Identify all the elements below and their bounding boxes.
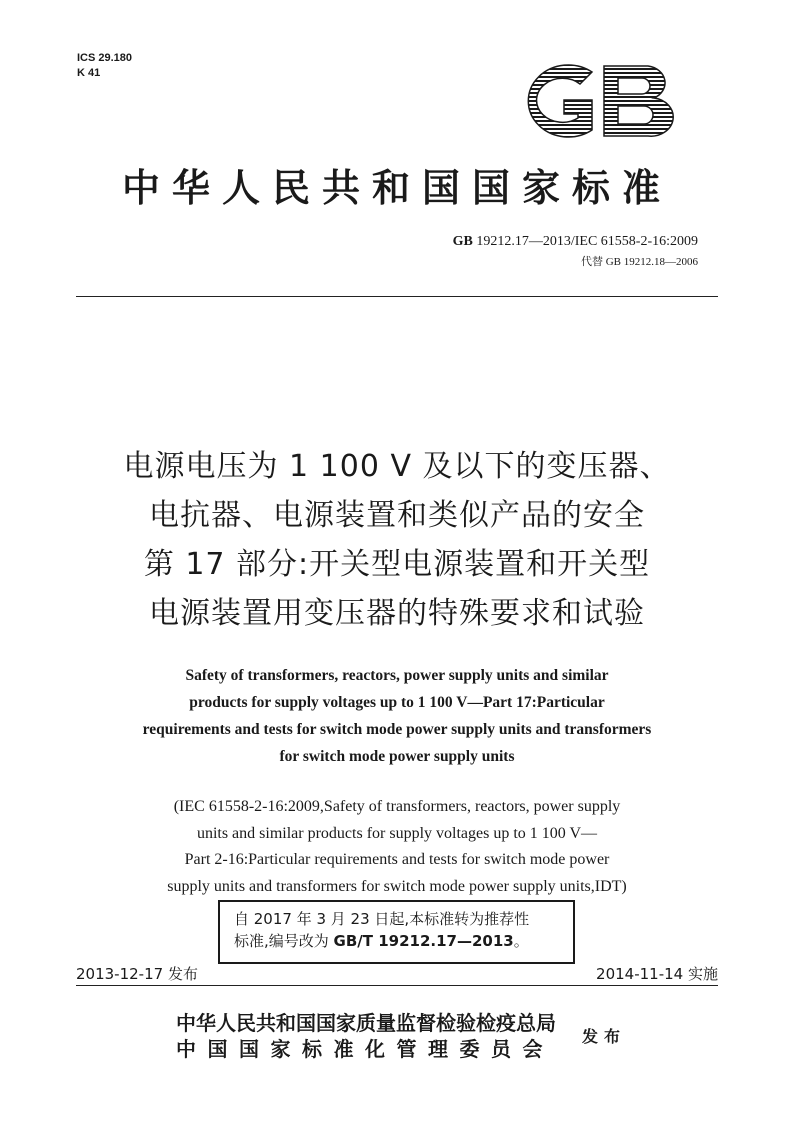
implementation-date: 2014-11-14 实施 (596, 965, 718, 983)
english-title-line: Safety of transformers, reactors, power supply units and similar (185, 667, 609, 684)
notice-suffix: 。 (513, 932, 529, 950)
ccs-code: K 41 (77, 67, 101, 79)
gb-logo (520, 60, 680, 142)
chinese-title-line: 电抗器、电源装置和类似产品的安全 (149, 498, 645, 533)
notice-line-1: 自 2017 年 3 月 23 日起,本标准转为推荐性 (234, 910, 530, 928)
national-standard-title: 中华人民共和国国家标准 (121, 165, 672, 210)
chinese-title-line: 第 17 部分:开关型电源装置和开关型 (143, 547, 651, 582)
english-title-line: products for supply voltages up to 1 100 V—Part 17:Particular (189, 694, 605, 711)
iec-reference-line: units and similar products for supply voltages up to 1 100 V— (196, 824, 598, 842)
publish-date: 2013-12-17 发布 (76, 965, 198, 983)
iec-reference-line: supply units and transformers for switch mode power supply units,IDT) (167, 877, 627, 895)
ics-code: ICS 29.180 (77, 52, 133, 64)
chinese-title-line: 电源装置用变压器的特殊要求和试验 (149, 596, 645, 631)
chinese-title (40, 442, 754, 638)
notice-prefix: 标准,编号改为 (234, 932, 334, 950)
iec-reference-line: (IEC 61558-2-16:2009,Safety of transformers, reactors, power supply (173, 798, 621, 815)
header-divider (76, 296, 718, 297)
issuing-authorities (176, 1010, 556, 1062)
standard-code: 19212.17—2013/IEC 61558-2-16:2009 (476, 234, 698, 249)
english-title-line: requirements and tests for switch mode power supply units and transformers (142, 721, 652, 738)
chinese-title-line: 电源电压为 1 100 V 及以下的变压器、 (123, 449, 671, 484)
status-notice-box (218, 900, 575, 964)
issuer-line-1: 中华人民共和国国家质量监督检验检疫总局 (176, 1011, 556, 1035)
iec-reference-line: Part 2-16:Particular requirements and tests for switch mode power (184, 851, 610, 868)
english-title (40, 662, 754, 770)
standard-prefix: GB (452, 234, 473, 249)
notice-new-code: GB/T 19212.17—2013 (333, 932, 514, 950)
footer-divider (76, 985, 718, 986)
standard-number (453, 234, 698, 250)
replaces-standard: 代替 GB 19212.18—2006 (580, 256, 698, 268)
english-title-line: for switch mode power supply units (279, 748, 515, 765)
notice-line-2 (234, 930, 559, 952)
issuer-line-2: 中国国家标准化管理委员会 (176, 1037, 554, 1061)
iec-reference (40, 794, 754, 900)
issue-label: 发布 (582, 1027, 627, 1046)
classification-codes (77, 51, 132, 81)
